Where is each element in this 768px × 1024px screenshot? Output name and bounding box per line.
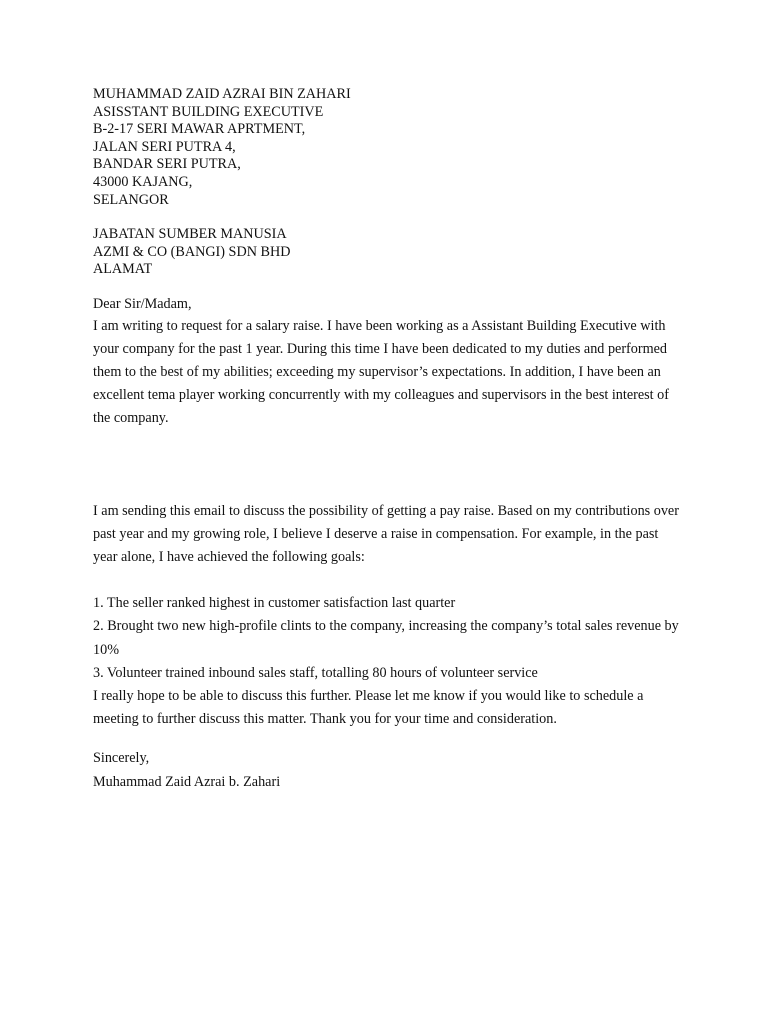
sender-address-line: B-2-17 SERI MAWAR APRTMENT, (93, 121, 306, 138)
recipient-company: AZMI & CO (BANGI) SDN BHD (93, 243, 291, 260)
goal-item: 3. Volunteer trained inbound sales staff, totalling 80 hours of volunteer service (93, 664, 538, 681)
signature: Muhammad Zaid Azrai b. Zahari (93, 773, 281, 790)
goal-item: 1. The seller ranked highest in customer satisfaction last quarter (93, 595, 456, 612)
recipient-address-line: ALAMAT (93, 261, 153, 278)
sender-position: ASISSTANT BUILDING EXECUTIVE (93, 103, 324, 120)
closing: Sincerely, (93, 750, 150, 767)
sender-address-line: BANDAR SERI PUTRA, (93, 156, 241, 173)
letter-page (93, 86, 683, 794)
goal-item: 2. Brought two new high-profile clints to the company, increasing the company’s total sales revenue by 10% (93, 618, 679, 658)
sender-state: SELANGOR (93, 191, 169, 208)
sender-address (93, 86, 683, 209)
sender-name: MUHAMMAD ZAID AZRAI BIN ZAHARI (93, 86, 351, 102)
body-paragraph-1: I am writing to request for a salary raise. I have been working as a Assistant Building Executive with your company for the past 1 year. During this time I have been dedicated to my duties and performed them to the best of my abilities; exceeding my supervisor’s expectations. In addition, I have been an excellent tema player working concurrently with my colleagues and supervisors in the best interest of the company. (93, 317, 669, 427)
goals-list (93, 592, 683, 685)
sender-postcode-city: 43000 KAJANG, (93, 173, 193, 190)
salutation: Dear Sir/Madam, (93, 295, 192, 312)
body-paragraph-2: I am sending this email to discuss the possibility of getting a pay raise. Based on my contributions over past year and my growing role, I believe I deserve a raise in compensation. For example, in the past year alone, I have achieved the following goals: (93, 502, 679, 565)
recipient-department: JABATAN SUMBER MANUSIA (93, 226, 287, 243)
body-paragraph-3: I really hope to be able to discuss this further. Please let me know if you would like to schedule a meeting to further discuss this matter. Thank you for your time and consideration. (93, 687, 644, 728)
sender-address-line: JALAN SERI PUTRA 4, (93, 138, 236, 155)
recipient-address (93, 226, 683, 279)
closing-block (93, 747, 683, 793)
